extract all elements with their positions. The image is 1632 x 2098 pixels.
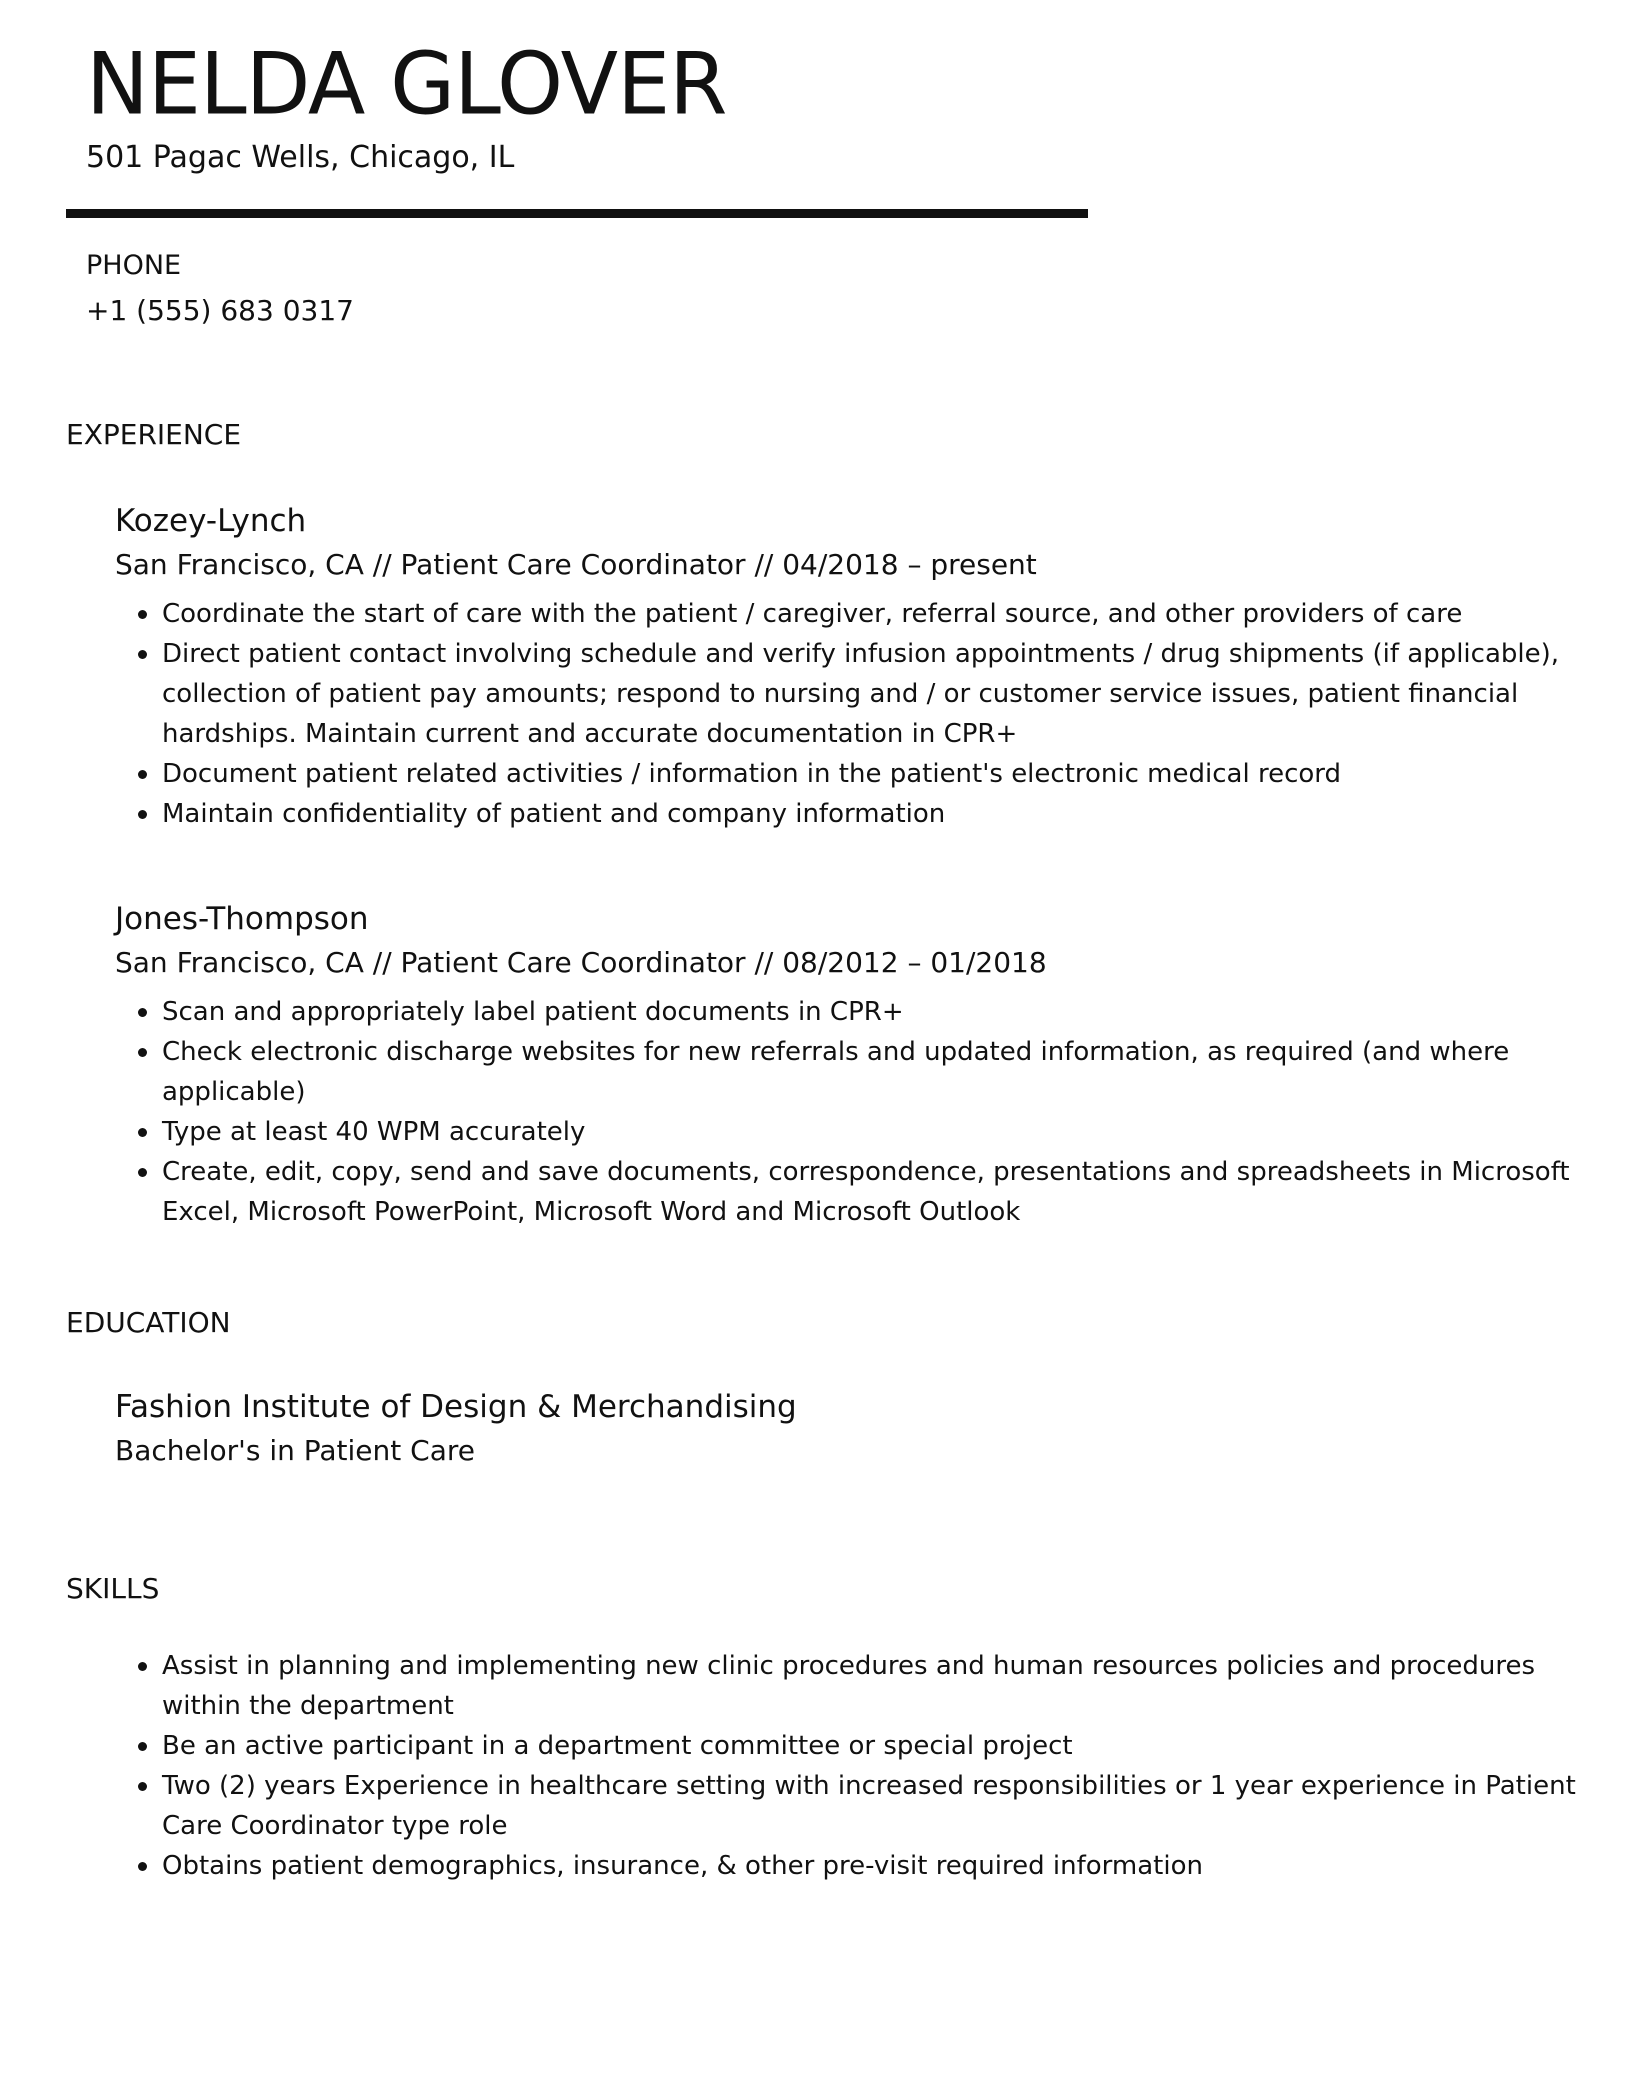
job-duties-list xyxy=(115,594,1575,834)
duty-text: Document patient related activities / information in the patient's electronic medical record xyxy=(162,759,1342,789)
phone-label: PHONE xyxy=(86,250,182,281)
skills-heading: SKILLS xyxy=(66,1572,160,1605)
list-item xyxy=(115,634,1582,754)
job-entry xyxy=(115,500,1575,834)
bullet-icon xyxy=(138,1662,147,1671)
candidate-name: NELDA GLOVER xyxy=(86,34,727,134)
contact-block xyxy=(86,248,354,330)
duty-text: Check electronic discharge websites for new referrals and updated information, as required (and where applicable) xyxy=(162,1037,1510,1107)
duty-text: Type at least 40 WPM accurately xyxy=(162,1117,586,1147)
education-heading: EDUCATION xyxy=(66,1306,231,1339)
resume-header xyxy=(86,34,727,178)
job-meta: San Francisco, CA // Patient Care Coordinator // 04/2018 – present xyxy=(115,548,1037,581)
list-item xyxy=(115,992,1582,1032)
job-duties-list xyxy=(115,992,1575,1232)
bullet-icon xyxy=(138,1782,147,1791)
duty-text: Direct patient contact involving schedule and verify infusion appointments / drug shipments (if applicable), collection of patient pay amounts; respond to nursing and / or customer service issues, patient financial hardships. Maintain current and accurate documentation in CPR+ xyxy=(162,639,1560,749)
skill-text: Assist in planning and implementing new clinic procedures and human resources policies and procedures within the department xyxy=(162,1651,1536,1721)
bullet-icon xyxy=(138,810,147,819)
bullet-icon xyxy=(138,610,147,619)
duty-text: Coordinate the start of care with the patient / caregiver, referral source, and other providers of care xyxy=(162,599,1463,629)
list-item xyxy=(115,1152,1582,1232)
bullet-icon xyxy=(138,1128,147,1137)
bullet-icon xyxy=(138,1862,147,1871)
job-company: Jones-Thompson xyxy=(115,901,369,937)
phone-value: +1 (555) 683 0317 xyxy=(86,294,354,327)
job-company: Kozey-Lynch xyxy=(115,503,307,539)
skills-list xyxy=(115,1646,1575,1886)
job-entry xyxy=(115,898,1575,1232)
degree: Bachelor's in Patient Care xyxy=(115,1434,475,1467)
bullet-icon xyxy=(138,1742,147,1751)
header-divider xyxy=(66,209,1088,218)
list-item xyxy=(115,1112,1582,1152)
bullet-icon xyxy=(138,1048,147,1057)
list-item xyxy=(115,1726,1582,1766)
bullet-icon xyxy=(138,770,147,779)
school-name: Fashion Institute of Design & Merchandising xyxy=(115,1389,797,1425)
duty-text: Maintain confidentiality of patient and company information xyxy=(162,799,946,829)
list-item xyxy=(115,594,1582,634)
list-item xyxy=(115,1766,1582,1846)
duty-text: Create, edit, copy, send and save documents, correspondence, presentations and spreadsheets in Microsoft Excel, Microsoft PowerPoint, Microsoft Word and Microsoft Outlook xyxy=(162,1157,1570,1227)
education-entry xyxy=(115,1386,1575,1470)
skill-text: Be an active participant in a department committee or special project xyxy=(162,1731,1073,1761)
job-meta: San Francisco, CA // Patient Care Coordinator // 08/2012 – 01/2018 xyxy=(115,946,1047,979)
skill-text: Obtains patient demographics, insurance, & other pre-visit required information xyxy=(162,1851,1203,1881)
duty-text: Scan and appropriately label patient documents in CPR+ xyxy=(162,997,904,1027)
experience-heading: EXPERIENCE xyxy=(66,418,242,451)
list-item xyxy=(115,1846,1582,1886)
bullet-icon xyxy=(138,1008,147,1017)
list-item xyxy=(115,794,1582,834)
list-item xyxy=(115,1032,1582,1112)
skill-text: Two (2) years Experience in healthcare setting with increased responsibilities or 1 year experience in Patient Care Coordinator type role xyxy=(162,1771,1576,1841)
skills-entry xyxy=(115,1646,1575,1886)
candidate-address: 501 Pagac Wells, Chicago, IL xyxy=(86,140,515,175)
bullet-icon xyxy=(138,1168,147,1177)
list-item xyxy=(115,754,1582,794)
bullet-icon xyxy=(138,650,147,659)
list-item xyxy=(115,1646,1582,1726)
